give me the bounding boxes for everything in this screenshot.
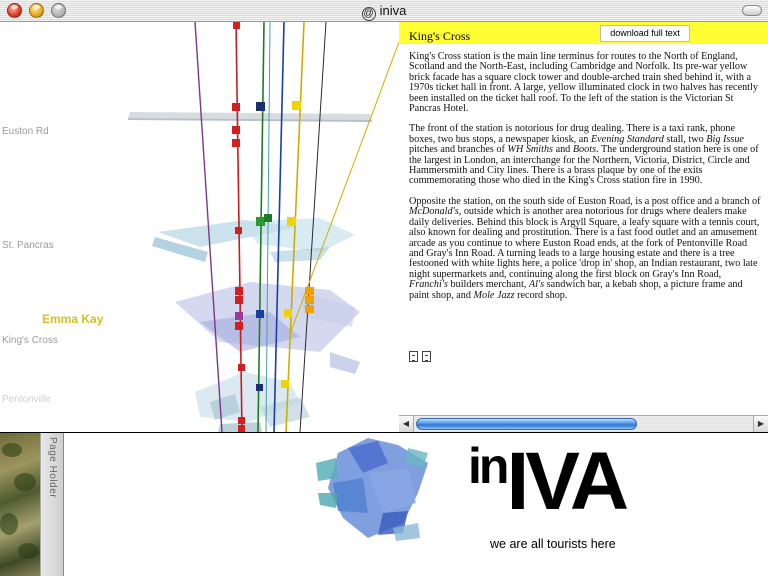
article-paragraph-3: Opposite the station, on the south side of Euston Road, is a post office and a branch of McDonald's, outside which is another area notorious for drugs where dealers make daily deliveries. Behind this block is Argyll Square, a leafy square with a tennis court, also known for dealing and prostitution. There is a fast food outlet and an amusement arcade as you continue to where Euston Road ends, at the fork of Pentonville Road and Gray's Inn Road. A turning leads to a large housing estate and there is a tree festooned with white lights here, a police 'drop in' shop, an Indian restaurant, two late night supermarkets and, continuing along the first block on Gray's Inn Road, Franchi's builders merchant, Al's sandwich bar, a kebab shop, a picture frame and paint shop, and Mole Jazz record shop. — [409, 195, 761, 301]
tagline: we are all tourists here — [490, 537, 616, 551]
text-panel — [399, 22, 768, 432]
logo-in-text: in — [468, 438, 507, 494]
window-titlebar[interactable] — [0, 0, 768, 22]
3d-map-view[interactable] — [0, 22, 399, 432]
map-logo-graphic — [308, 433, 440, 543]
bottom-frame — [0, 433, 768, 576]
3d-map-scene — [0, 22, 399, 432]
toolbar-toggle-button[interactable] — [742, 5, 762, 16]
logo-iva-text: IVA — [506, 436, 626, 527]
garden-photo-thumbnail — [0, 433, 40, 576]
building-cluster-lower — [195, 372, 310, 432]
page-holder-label: Page Holder — [47, 437, 58, 499]
download-full-text-button[interactable]: download full text — [600, 25, 690, 42]
article-heading: King's Cross — [409, 29, 471, 43]
document-icons — [409, 349, 435, 367]
window-title: iniva — [379, 3, 407, 18]
at-sign-icon: @ — [363, 8, 374, 19]
window-title-wrap — [0, 3, 768, 21]
artist-label[interactable]: Emma Kay — [42, 312, 104, 326]
page-holder-tab[interactable] — [40, 433, 64, 576]
scroll-left-arrow-icon[interactable]: ◀ — [399, 416, 414, 432]
article-paragraph-2: The front of the station is notorious for drug dealing. There is a taxi rank, phone boxes, two bus stops, a newspaper kiosk, an Evening Standard stall, two Big Issue pitches and branches of WH Smiths and Boots. The underground station here is one of the largest in London, an interchange for the Northern, Victoria, District, Circle and Hammersmith and City lines. There is a brass plaque by one of the exits commemorating those who died in the King's Cross station fire in 1990. — [409, 123, 759, 187]
heading-bar — [399, 22, 768, 44]
document-icon[interactable] — [409, 351, 418, 362]
article-body — [409, 52, 761, 311]
scrollbar-thumb[interactable] — [416, 418, 637, 430]
horizontal-scrollbar[interactable] — [399, 415, 768, 432]
document-text-icon[interactable] — [422, 351, 431, 362]
street-label-euston-rd: Euston Rd — [2, 126, 49, 137]
building-slab-top — [128, 112, 372, 122]
street-label-pentonville: Pentonville — [2, 394, 51, 405]
street-label-kings-cross: King's Cross — [2, 335, 58, 346]
scroll-right-arrow-icon[interactable]: ▶ — [753, 416, 768, 432]
street-label-st-pancras: St. Pancras — [2, 240, 54, 251]
iniva-logo — [468, 436, 626, 527]
article-paragraph-1: King's Cross station is the main line terminus for routes to the North of England, Scotland and the North-East, including Cambridge and Norfolk. Its pre-war yellow brick facade has a square clock tower and double-arched train shed behind it, with a 1970s ticket hall in front. A large, yellow illuminated clock in two halves has recently been installed on the ticket hall roof. To the left of the station is the Victorian St Pancras Hotel. — [409, 51, 758, 115]
building-cluster-upper — [152, 218, 355, 262]
